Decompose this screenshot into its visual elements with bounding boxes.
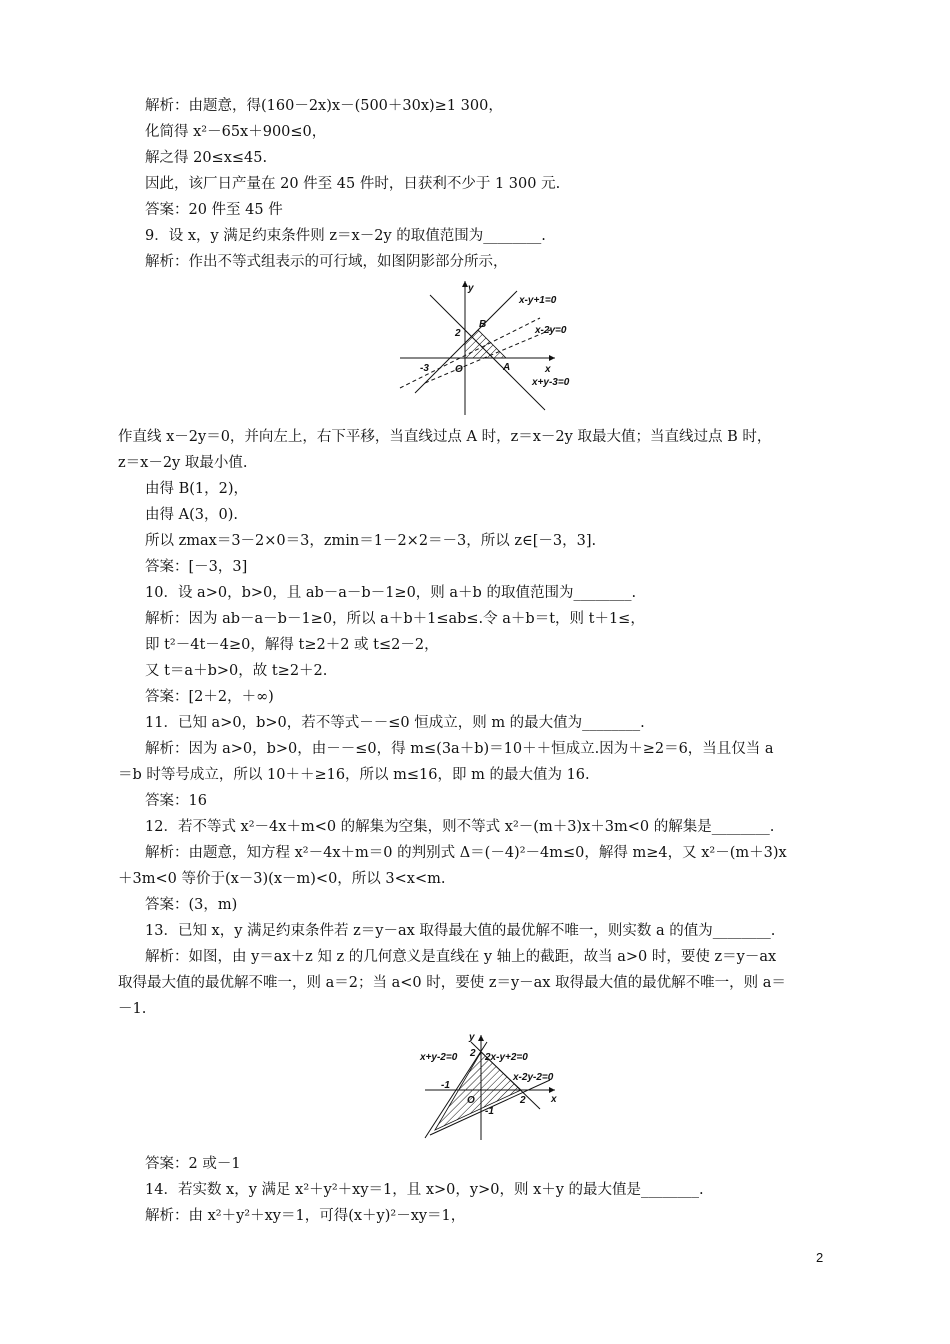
- origin-label: O: [455, 364, 463, 375]
- text-line: 由得 B(1，2)，: [145, 481, 249, 497]
- tick-label: 2: [470, 1048, 476, 1059]
- text-line: ＋3m<0 等价于(x－3)(x－m)<0，所以 3<x<m.: [118, 871, 446, 887]
- text-line: 因此，该厂日产量在 20 件至 45 件时，日获利不少于 1 300 元.: [145, 176, 561, 192]
- tick-label: -1: [441, 1080, 450, 1091]
- text-line: 12．若不等式 x²－4x＋m<0 的解集为空集，则不等式 x²－(m＋3)x＋3m<0 的解集是________.: [145, 819, 775, 835]
- text-line: 答案：2 或－1: [145, 1156, 241, 1172]
- line-label: x+y-2=0: [420, 1052, 458, 1063]
- text-line: ＝b 时等号成立，所以 10＋＋≥16，所以 m≤16，即 m 的最大值为 16.: [118, 767, 590, 783]
- line-label: x-2y-2=0: [513, 1072, 554, 1083]
- origin-label: O: [467, 1095, 475, 1106]
- line-label: 2x-y+2=0: [485, 1052, 528, 1063]
- line-label: x-2y=0: [535, 325, 567, 336]
- axis-label-y: y: [468, 283, 474, 294]
- text-line: 又 t＝a＋b>0，故 t≥2＋2.: [145, 663, 328, 679]
- text-line: 9．设 x，y 满足约束条件则 z＝x－2y 的取值范围为________.: [145, 228, 546, 244]
- axis-label-x: x: [545, 364, 551, 375]
- text-line: 解之得 20≤x≤45.: [145, 150, 268, 166]
- text-line: 由得 A(3，0).: [145, 507, 238, 523]
- text-line: z＝x－2y 取最小值.: [118, 455, 248, 471]
- point-label-a: A: [503, 362, 511, 373]
- text-line: 答案：[－3，3]: [145, 559, 248, 575]
- text-line: －1.: [118, 1001, 147, 1017]
- point-label-b: B: [479, 319, 487, 330]
- text-line: 答案：20 件至 45 件: [145, 202, 283, 218]
- tick-label: -1: [485, 1106, 494, 1117]
- text-line: 解析：如图，由 y＝ax＋z 知 z 的几何意义是直线在 y 轴上的截距，故当 a>0 时，要使 z＝y－ax: [145, 949, 777, 965]
- text-line: 解析：由题意，知方程 x²－4x＋m＝0 的判别式 Δ＝(－4)²－4m≤0，解得 m≥4，又 x²－(m＋3)x: [145, 845, 787, 861]
- text-line: 13．已知 x，y 满足约束条件若 z＝y－ax 取得最大值的最优解不唯一，则实数 a 的值为________.: [145, 923, 776, 939]
- text-line: 答案：(3，m): [145, 897, 238, 913]
- page-number: 2: [816, 1250, 824, 1265]
- text-line: 化简得 x²－65x＋900≤0，: [145, 124, 327, 140]
- text-line: 解析：作出不等式组表示的可行域，如图阴影部分所示，: [145, 254, 508, 270]
- text-line: 即 t²－4t－4≥0，解得 t≥2＋2 或 t≤2－2，: [145, 637, 439, 653]
- axis-label-x: x: [551, 1094, 557, 1105]
- text-line: 所以 zmax＝3－2×0＝3，zmin＝1－2×2＝－3，所以 z∈[－3，3].: [145, 533, 597, 549]
- text-line: 取得最大值的最优解不唯一，则 a＝2；当 a<0 时，要使 z＝y－ax 取得最大值的最优解不唯一，则 a＝: [118, 975, 786, 991]
- axis-label-y: y: [469, 1032, 475, 1043]
- tick-label: 2: [455, 328, 461, 339]
- text-line: 14．若实数 x，y 满足 x²＋y²＋xy＝1，且 x>0，y>0，则 x＋y 的最大值是________.: [145, 1182, 704, 1198]
- feasible-region-figure-1: [395, 273, 595, 423]
- text-line: 解析：由 x²＋y²＋xy＝1，可得(x＋y)²－xy＝1，: [145, 1208, 466, 1224]
- text-line: 11．已知 a>0，b>0，若不等式－－≤0 恒成立，则 m 的最大值为________.: [145, 715, 645, 731]
- line-label: x+y-3=0: [532, 377, 570, 388]
- text-line: 解析：因为 ab－a－b－1≥0，所以 a＋b＋1≤ab≤.令 a＋b＝t，则 t＋1≤，: [145, 611, 645, 627]
- tick-label: -3: [420, 363, 429, 374]
- text-line: 解析：由题意，得(160－2x)x－(500＋30x)≥1 300，: [145, 98, 503, 114]
- text-line: 作直线 x－2y＝0，并向左上，右下平移，当直线过点 A 时，z＝x－2y 取最大值；当直线过点 B 时，: [118, 429, 772, 445]
- line-label: x-y+1=0: [519, 295, 557, 306]
- text-line: 答案：[2＋2，＋∞): [145, 689, 274, 705]
- text-line: 解析：因为 a>0，b>0，由－－≤0，得 m≤(3a＋b)＝10＋＋恒成立.因为＋≥2＝6，当且仅当 a: [145, 741, 774, 757]
- feasible-region-figure-2: [405, 1030, 585, 1145]
- text-line: 10．设 a>0，b>0，且 ab－a－b－1≥0，则 a＋b 的取值范围为________.: [145, 585, 637, 601]
- tick-label: 2: [520, 1095, 526, 1106]
- text-line: 答案：16: [145, 793, 207, 809]
